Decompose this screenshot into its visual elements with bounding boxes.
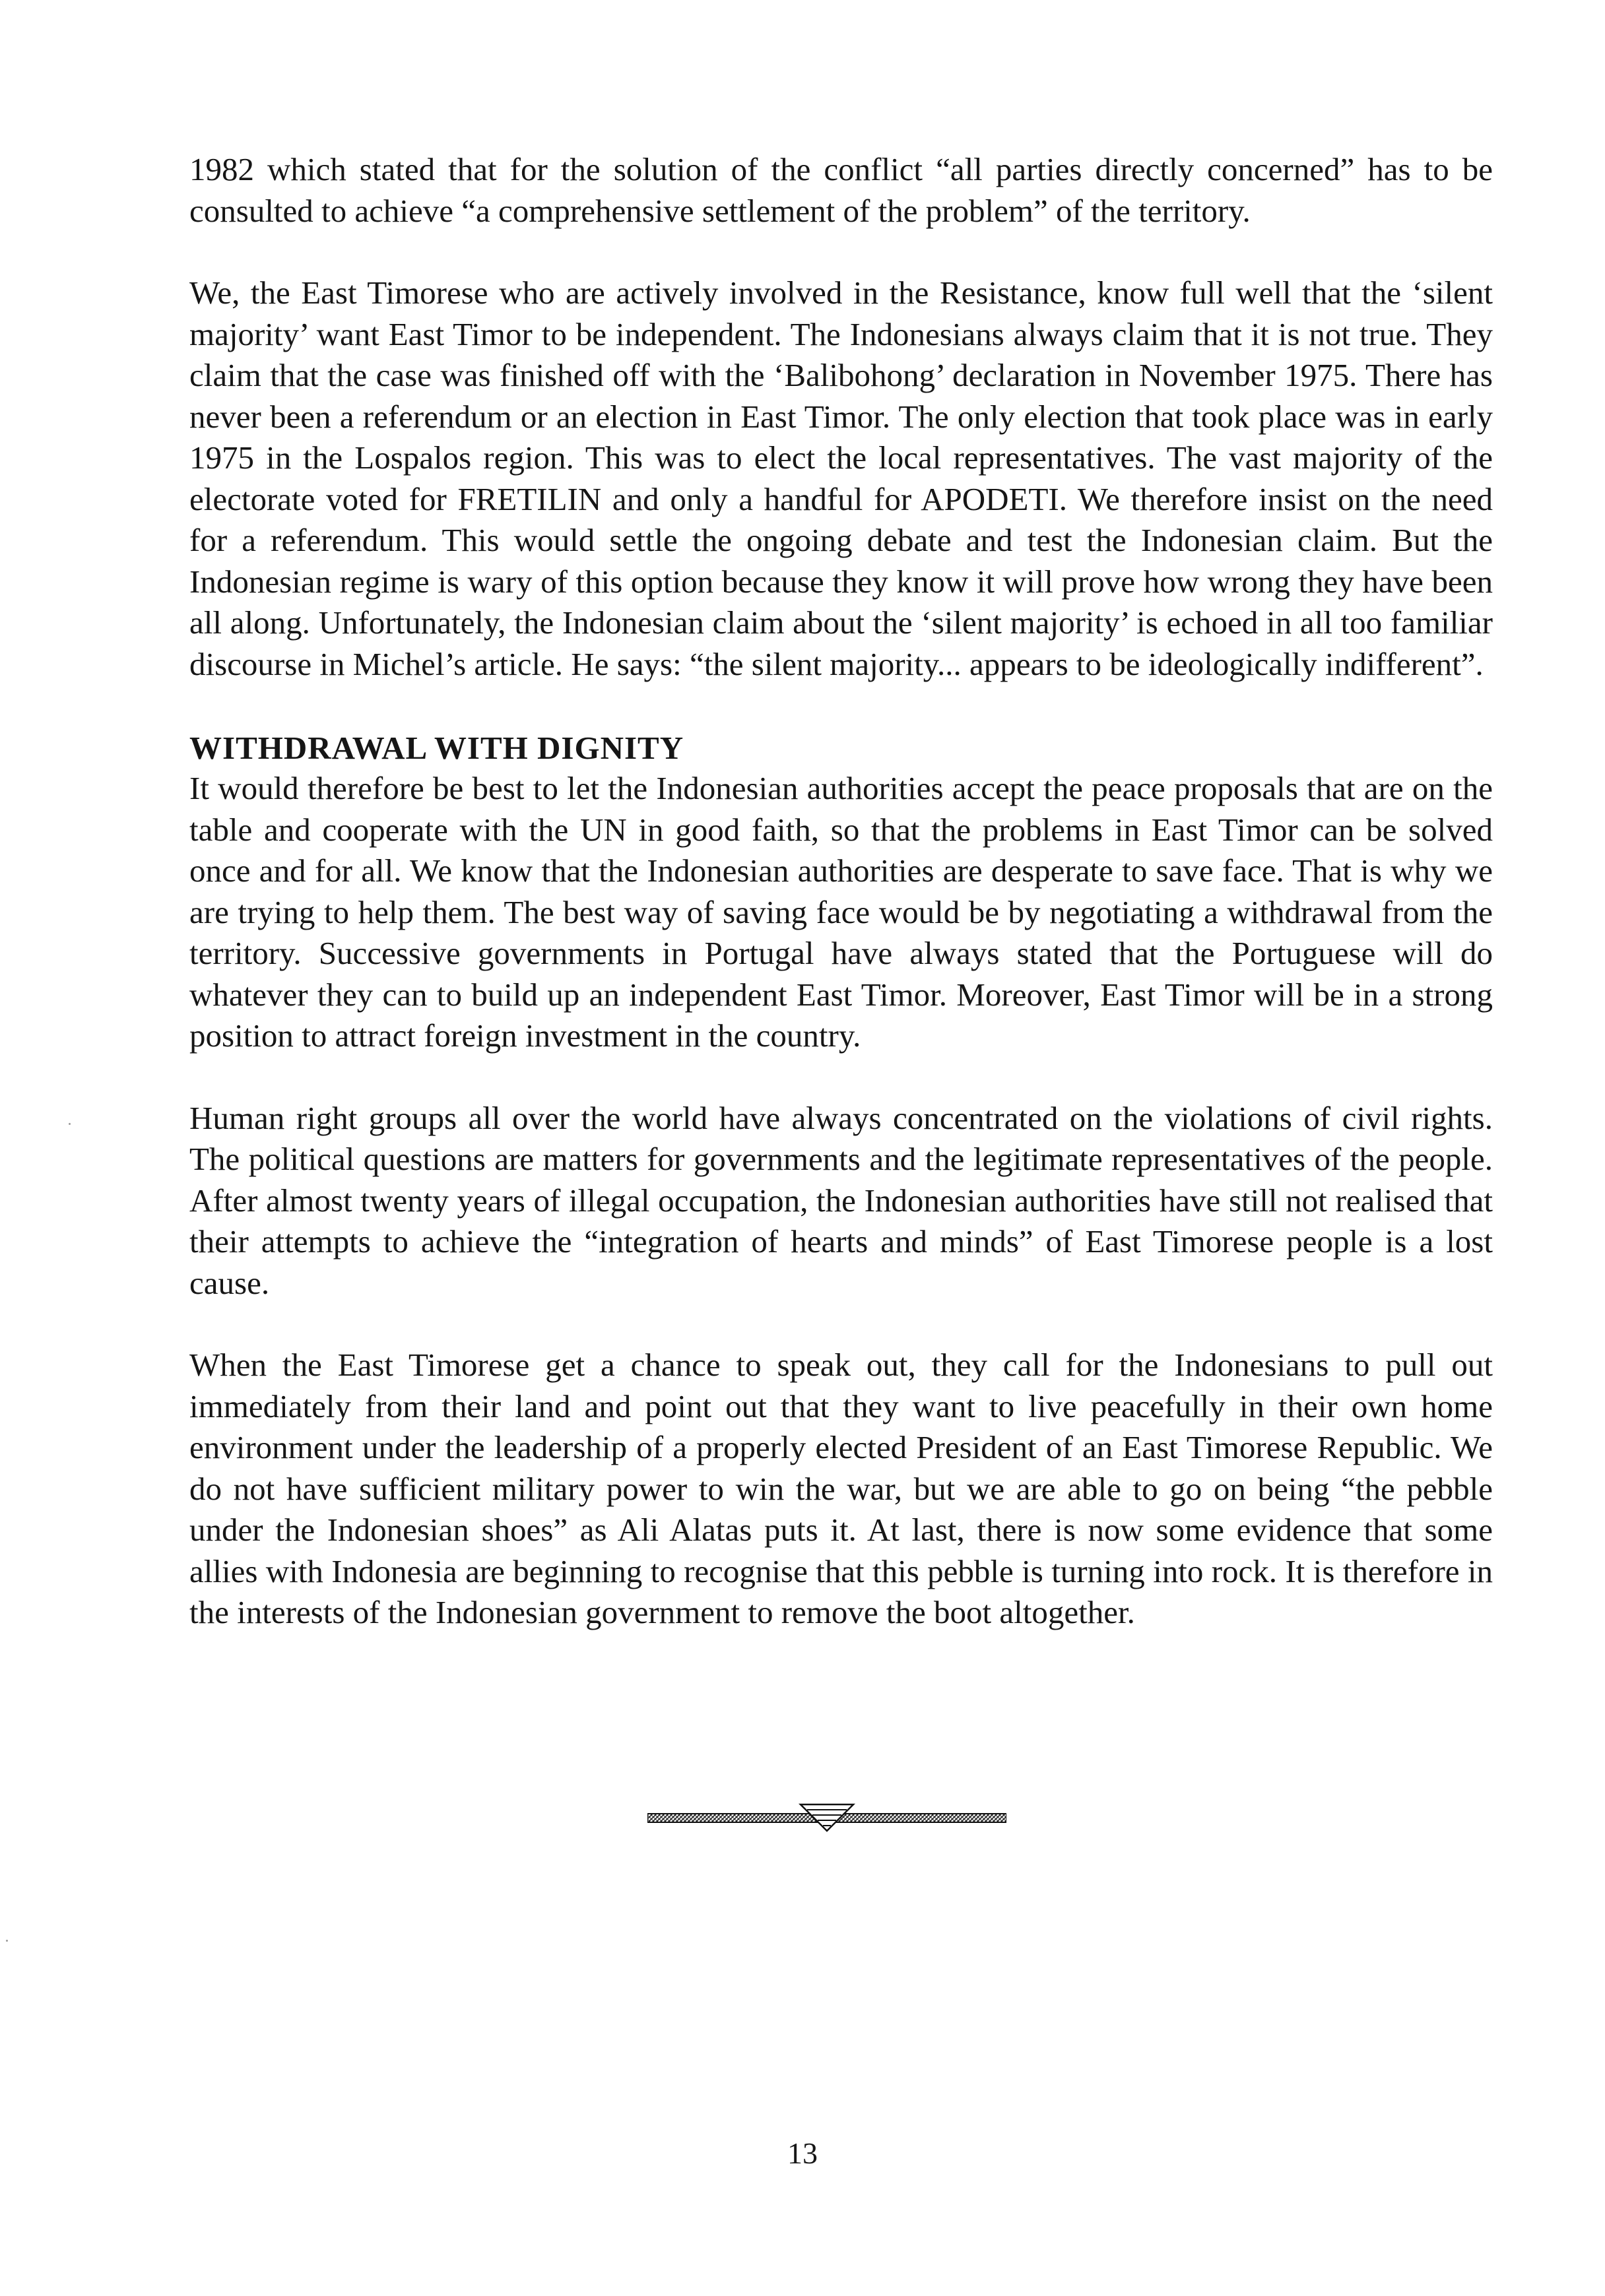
- section-heading: WITHDRAWAL WITH DIGNITY: [189, 730, 684, 766]
- scan-speck: [69, 1123, 71, 1125]
- scan-speck: [6, 1940, 8, 1942]
- paragraph-withdrawal: It would therefore be best to let the Indonesian authorities accept the peace proposals that are on the table and cooperate with the UN in good faith, so that the problems in East Timor can be solved once and for all. We know that the Indonesian authorities are desperate to save face. That is why we are trying to help them. The best way of saving face would be by negotiating a withdrawal from the territory. Successive governments in Portugal have always stated that the Portuguese will do whatever they can to build up an independent East Timor. Moreover, East Timor will be in a strong position to attract foreign investment in the country.: [189, 770, 1493, 1054]
- document-body: [189, 149, 1493, 1634]
- paragraph-human-rights: Human right groups all over the world have always concentrated on the violations of civil rights. The political questions are matters for governments and the legitimate representatives of the people. After almost twenty years of illegal occupation, the Indonesian authorities have still not realised that their attempts to achieve the “integration of hearts and minds” of East Timorese people is a lost cause.: [189, 1099, 1493, 1301]
- page-number: 13: [787, 2136, 818, 2170]
- paragraph-silent-majority: We, the East Timorese who are actively involved in the Resistance, know full well that the ‘silent majority’ want East Timor to be independent. The Indonesians always claim that it is not true. They claim that the case was finished off with the ‘Balibohong’ declaration in November 1975. There has never been a referendum or an election in East Timor. The only election that took place was in early 1975 in the Lospalos region. This was to elect the local representatives. The vast majority of the electorate voted for FRETILIN and only a handful for APODETI. We therefore insist on the need for a referendum. This would settle the ongoing debate and test the Indonesian claim. But the Indonesian regime is wary of this option because they know it will prove how wrong they have been all along. Unfortunately, the Indonesian claim about the ‘silent majority’ is echoed in all too familiar discourse in Michel’s article. He says: “the silent majority... appears to be ideologically indifferent”.: [189, 274, 1493, 682]
- paragraph-consultation: 1982 which stated that for the solution of the conflict “all parties directly concerned” has to be consulted to achieve “a comprehensive settlement of the problem” of the territory.: [189, 151, 1493, 229]
- section-end-ornament-icon: [647, 1803, 1006, 1832]
- paragraph-pebble: When the East Timorese get a chance to speak out, they call for the Indonesians to pull out immediately from their land and point out that they want to live peacefully in their own home environment under the leadership of a properly elected President of an East Timorese Republic. We do not have sufficient military power to win the war, but we are able to go on being “the pebble under the Indonesian shoes” as Ali Alatas puts it. At last, there is now some evidence that some allies with Indonesia are beginning to recognise that this pebble is turning into rock. It is therefore in the interests of the Indonesian government to remove the boot altogether.: [189, 1347, 1493, 1630]
